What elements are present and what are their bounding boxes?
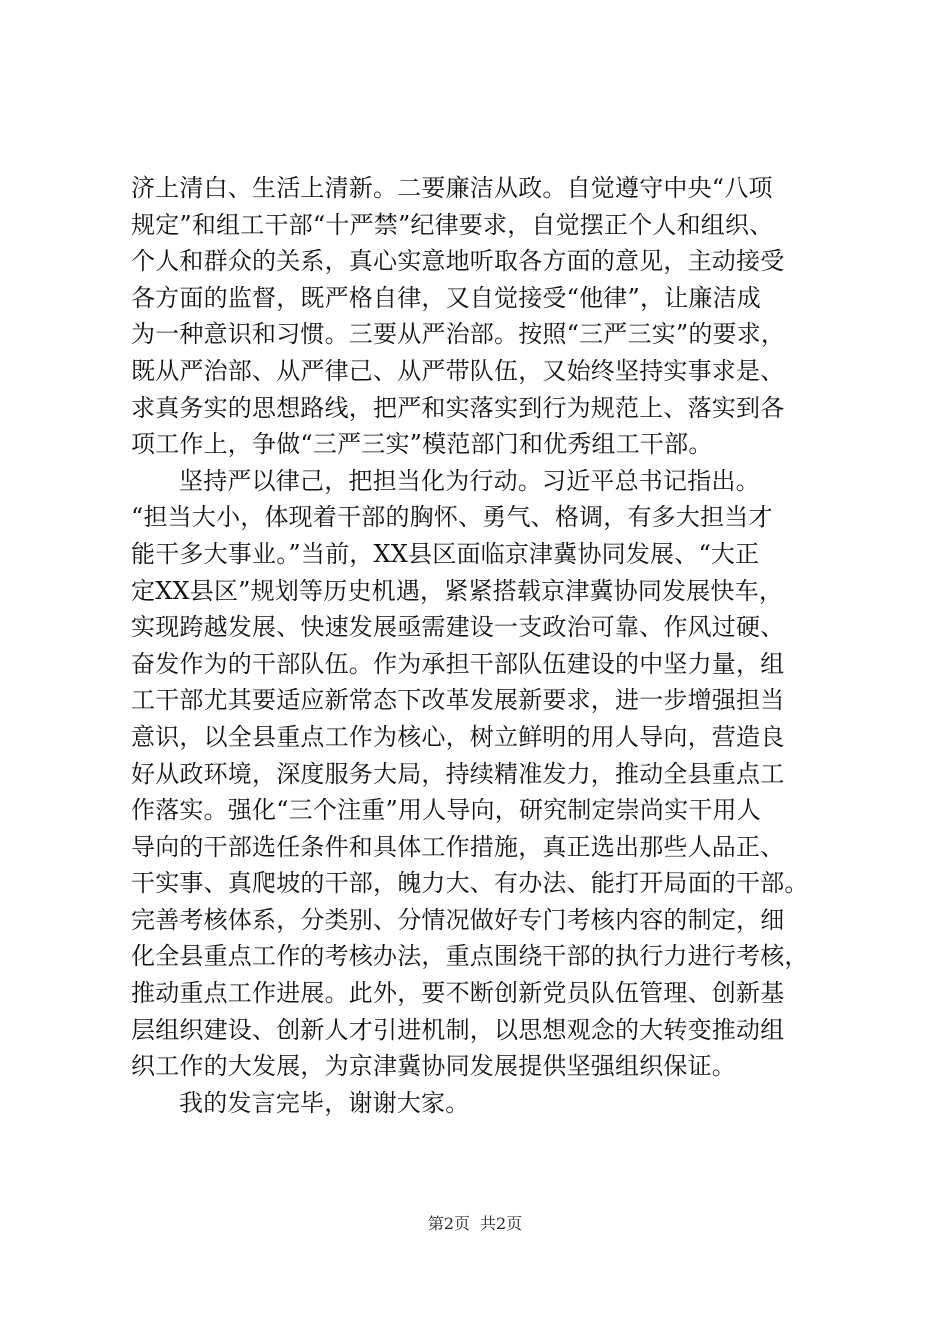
text-line: 项工作上，争做“三严三实”模范部门和优秀组工干部。	[131, 430, 713, 459]
page-total: 共2页	[480, 1214, 523, 1233]
text-line: 济上清白、生活上清新。二要廉洁从政。自觉遵守中央“八项	[131, 174, 773, 202]
text-line: 导向的干部选任条件和具体工作措施，真正选出那些人品正、	[131, 832, 785, 861]
text-line: 完善考核体系，分类别、分情况做好专门考核内容的制定，细	[131, 905, 785, 934]
text-line: 各方面的监督，既严格自律，又自觉接受“他律”，让廉洁成	[131, 283, 761, 312]
text-line: 既从严治部、从严律己、从严带队伍，又始终坚持实事求是、	[131, 356, 785, 385]
text-line: 能干多大事业。”当前，XX县区面临京津冀协同发展、“大正	[131, 539, 760, 568]
paragraph-start-line: 坚持严以律己，把担当化为行动。习近平总书记指出。	[179, 466, 760, 495]
closing-line: 我的发言完毕，谢谢大家。	[179, 1088, 470, 1117]
text-line: 工干部尤其要适应新常态下改革发展新要求，进一步增强担当	[131, 686, 785, 715]
text-line: 干实事、真爬坡的干部，魄力大、有办法、能打开局面的干部。	[131, 869, 809, 898]
text-line: 定XX县区”规划等历史机遇，紧紧搭载京津冀协同发展快车，	[131, 576, 784, 605]
text-line: 化全县重点工作的考核办法，重点围绕干部的执行力进行考核，	[131, 942, 809, 971]
text-line: 织工作的大发展，为京津冀协同发展提供坚强组织保证。	[131, 1052, 736, 1081]
text-line: 为一种意识和习惯。三要从严治部。按照“三严三实”的要求，	[131, 320, 786, 349]
text-line: 实现跨越发展、快速发展亟需建设一支政治可靠、作风过硬、	[131, 613, 785, 642]
text-line: 层组织建设、创新人才引进机制，以思想观念的大转变推动组	[131, 1015, 785, 1044]
text-line: 求真务实的思想路线，把严和实落实到行为规范上、落实到各	[131, 393, 785, 422]
text-line: 好从政环境，深度服务大局，持续精准发力，推动全县重点工	[131, 759, 785, 788]
text-line: 推动重点工作进展。此外，要不断创新党员队伍管理、创新基	[131, 979, 785, 1008]
text-line: 奋发作为的干部队伍。作为承担干部队伍建设的中坚力量，组	[131, 649, 785, 678]
text-line: 个人和群众的关系，真心实意地听取各方面的意见，主动接受	[131, 247, 785, 276]
body-text	[131, 170, 831, 1121]
page-footer	[0, 1214, 950, 1234]
text-line: 规定”和组工干部“十严禁”纪律要求，自觉摆正个人和组织、	[131, 210, 774, 239]
text-line: “担当大小，体现着干部的胸怀、勇气、格调，有多大担当才	[131, 503, 773, 532]
text-line: 作落实。强化“三个注重”用人导向，研究制定崇尚实干用人	[131, 796, 761, 825]
page-number: 第2页	[427, 1214, 470, 1233]
text-line: 意识，以全县重点工作为核心，树立鲜明的用人导向，营造良	[131, 722, 785, 751]
